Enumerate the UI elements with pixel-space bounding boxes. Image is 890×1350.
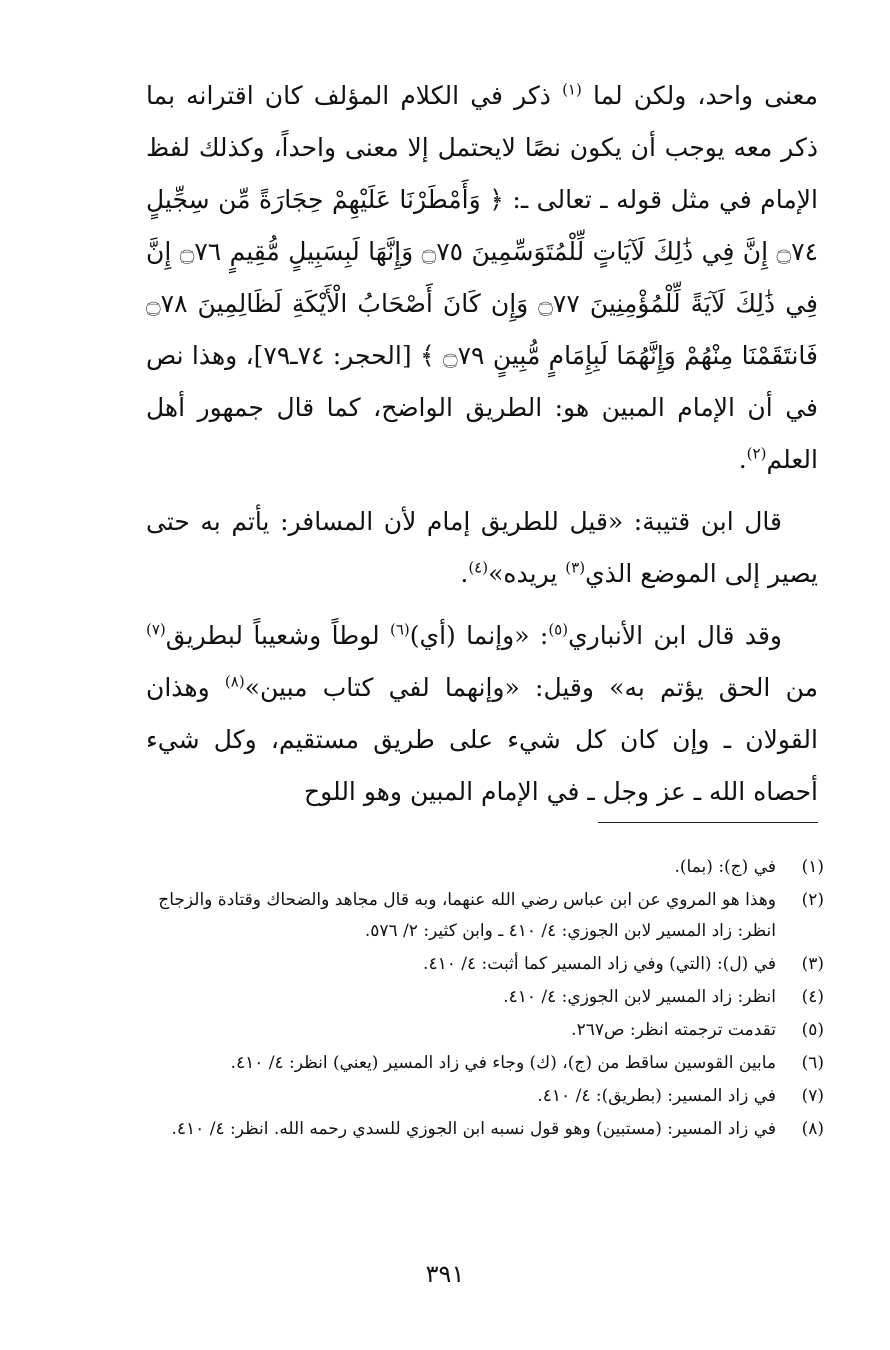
main-text (146, 70, 818, 828)
footnote-text (148, 1048, 776, 1079)
footnote-reference: (٤) (468, 558, 489, 577)
footnote-line: في (ج): (بما). (674, 857, 776, 877)
paragraph-text: . (460, 559, 469, 588)
footnote-reference: (٥) (548, 620, 569, 639)
footnote-text (148, 1114, 776, 1145)
paragraph-text: وقد قال ابن الأنباري (568, 621, 782, 650)
footnote-number: (٢) (801, 890, 824, 910)
paragraph-1 (146, 70, 818, 486)
footnote-reference: (٢) (746, 444, 767, 463)
footnote-item (148, 1048, 824, 1079)
footnote-text (148, 949, 776, 980)
footnote-number: (٨) (801, 1119, 824, 1139)
paragraph-text: . (738, 445, 747, 474)
footnote-number: (٥) (801, 1020, 824, 1040)
footnote-item (148, 982, 824, 1013)
footnote-number: (٣) (801, 954, 824, 974)
footnote-line: مابين القوسين ساقط من (ج)، (ك) وجاء في زاد المسير (يعني) انظر: ٤/ ٤١٠. (230, 1053, 776, 1073)
footnote-divider (598, 822, 818, 823)
footnote-reference: (٧) (146, 620, 166, 639)
footnote-number: (٤) (801, 987, 824, 1007)
footnote-line: انظر: زاد المسير لابن الجوزي: ٤/ ٤١٠. (503, 987, 776, 1007)
paragraph-text: لوطاً وشعيباً لبطريق (165, 621, 390, 650)
paragraph-text: قال ابن قتيبة: «قيل للطريق إمام لأن المسافر: يأتم به حتى يصير إلى الموضع الذي (146, 507, 818, 588)
footnote-line: وهذا هو المروي عن ابن عباس رضي الله عنهما، وبه قال مجاهد والضحاك وقتادة والزجاج (158, 890, 776, 910)
footnote-reference: (١) (562, 80, 582, 99)
footnote-number: (١) (801, 857, 824, 877)
footnotes (148, 852, 824, 1147)
footnote-line: في (ل): (التي) وفي زاد المسير كما أثبت: ٤/ ٤١٠. (423, 954, 776, 974)
footnote-line: تقدمت ترجمته انظر: ص٢٦٧. (571, 1020, 776, 1040)
paragraph-3 (146, 610, 818, 818)
page-number: ٣٩١ (425, 1260, 465, 1288)
footnote-line: في زاد المسير: (مستبين) وهو قول نسبه ابن الجوزي للسدي رحمه الله. انظر: ٤/ ٤١٠. (171, 1119, 776, 1139)
footnote-text (148, 852, 776, 883)
footnote-reference: (٨) (224, 672, 245, 691)
footnote-item (148, 852, 824, 883)
footnote-reference: (٣) (565, 558, 586, 577)
footnote-text (148, 885, 776, 947)
footnote-item (148, 885, 824, 947)
paragraph-text: يريده» (488, 559, 566, 588)
paragraph-text: من الحق يؤتم به» وقيل: «وإنهما لفي كتاب مبين» (244, 673, 818, 702)
paragraph-text: معنى واحد، ولكن لما (581, 81, 819, 110)
paragraph-text: ذكر في الكلام المؤلف كان اقترانه بما ذكر معه يوجب أن يكون نصًا لايحتمل إلا معنى واحداً، وكذلك لفظ الإمام في مثل قوله ـ تعالى ـ: ﴿ وَأَمْطَرْنَا عَلَيْهِمْ حِجَارَةً مِّن سِجِّيلٍ ۝٧٤ إِنَّ فِي ذَٰلِكَ لَآيَاتٍ لِّلْمُتَوَسِّمِينَ ۝٧٥ وَإِنَّهَا لَبِسَبِيلٍ مُّقِيمٍ ۝٧٦ إِنَّ فِي ذَٰلِكَ لَآيَةً لِّلْمُؤْمِنِينَ ۝٧٧ وَإِن كَانَ أَصْحَابُ الْأَيْكَةِ لَظَالِمِينَ ۝٧٨ فَانتَقَمْنَا مِنْهُمْ وَإِنَّهُمَا لَبِإِمَامٍ مُّبِينٍ ۝٧٩ ﴾ [الحجر: ٧٤ـ٧٩]، وهذا نص في أن الإمام المبين هو: الطريق الواضح، كما قال جمهور أهل العلم (146, 81, 819, 474)
footnote-item (148, 949, 824, 980)
footnote-item (148, 1114, 824, 1145)
footnote-number: (٦) (801, 1053, 824, 1073)
footnote-line: انظر: زاد المسير لابن الجوزي: ٤/ ٤١٠ ـ وابن كثير: ٢/ ٥٧٦. (364, 921, 776, 941)
footnote-text (148, 1081, 776, 1112)
footnote-item (148, 1081, 824, 1112)
paragraph-2 (146, 496, 818, 600)
footnote-line: في زاد المسير: (بطريق): ٤/ ٤١٠. (537, 1086, 776, 1106)
footnote-item (148, 1015, 824, 1046)
footnote-text (148, 1015, 776, 1046)
footnote-number: (٧) (801, 1086, 824, 1106)
footnote-reference: (٦) (390, 620, 410, 639)
footnote-text (148, 982, 776, 1013)
paragraph-text: وهذان القولان ـ وإن كان كل شيء على طريق مستقيم، وكل شيء أحصاه الله ـ عز وجل ـ في الإمام المبين وهو اللوح (146, 673, 818, 806)
paragraph-text: : «وإنما (أي) (409, 621, 549, 650)
